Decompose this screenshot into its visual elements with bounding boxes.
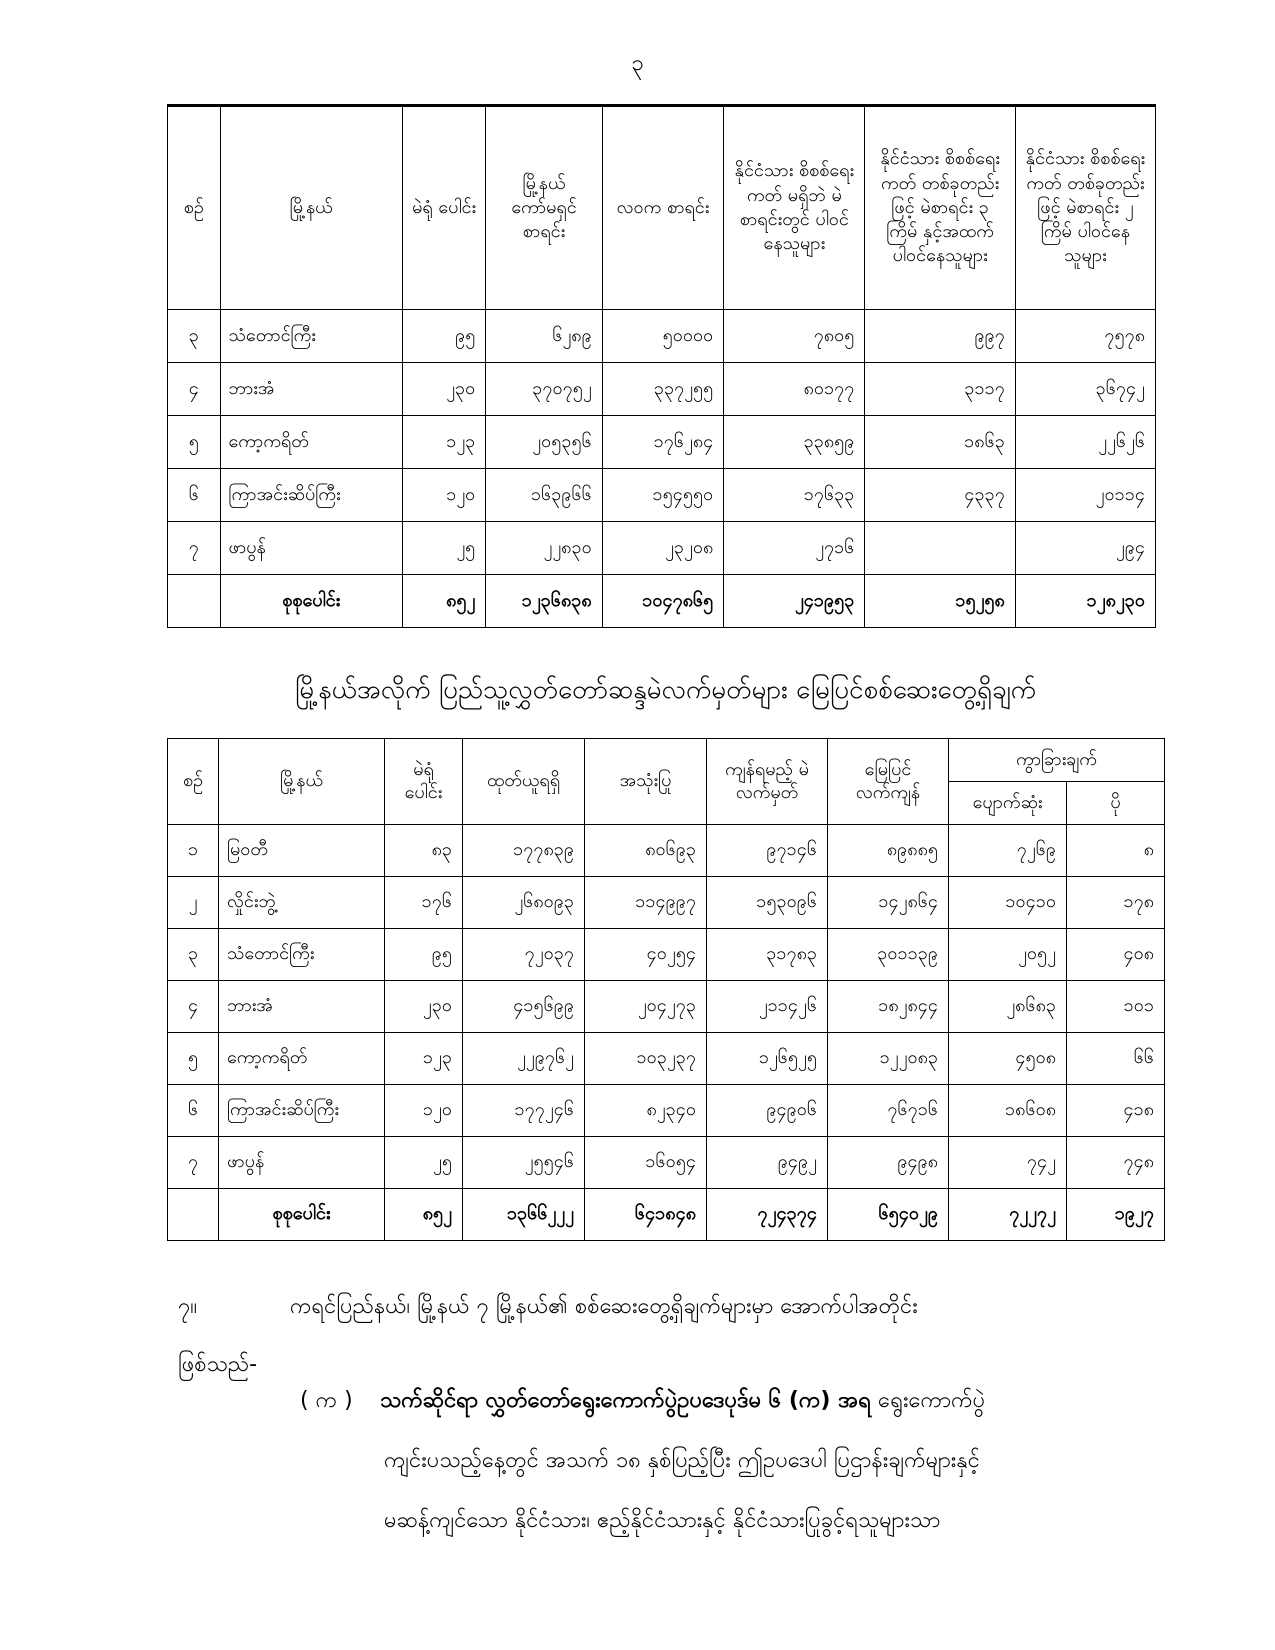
cell-value: ၁၂၀	[402, 469, 485, 522]
cell-empty	[168, 575, 221, 628]
cell-value: ၅၀၀၀၀	[602, 310, 724, 363]
table-row	[168, 310, 1156, 363]
cell-value: ၈	[1067, 825, 1165, 877]
sub-clause-a	[300, 1372, 1170, 1430]
table-row	[168, 416, 1156, 469]
paragraph-number: ၇။	[178, 1294, 198, 1319]
total-value: ၈၅၂	[402, 575, 485, 628]
table-row	[168, 877, 1165, 929]
cell-value: ၁၇၆၂၈၄	[602, 416, 724, 469]
cell-value: ၂၆၈၀၉၃	[463, 877, 585, 929]
cell-value: ၂၂၈၃၀	[486, 522, 602, 575]
cell-value: ၃၆၇၄၂	[1015, 363, 1155, 416]
cell-township: ဘားအံ	[219, 981, 385, 1033]
voter-list-table	[167, 104, 1156, 628]
cell-value: ၄၀၂၅၄	[585, 929, 707, 981]
total-value: ၇၂၂၇၂	[949, 1189, 1067, 1241]
paragraph-7-continuation: ဖြစ်သည်-	[178, 1352, 258, 1377]
total-value: ၁၂၃၆၈၃၈	[486, 575, 602, 628]
cell-value: ၂၃၂၀၈	[602, 522, 724, 575]
header-difference: ကွာခြားချက်	[949, 739, 1165, 782]
cell-value: ၉၇၁၄၆	[707, 825, 828, 877]
paragraph-7	[178, 1278, 1168, 1336]
sub-clause-line: မဆန့်ကျင်သော နိုင်ငံသား၊ ဧည့်နိုင်ငံသားနှင့် နိုင်ငံသားပြုခွင့်ရသူများသာ	[384, 1508, 941, 1533]
cell-value: ၁၆၃၉၆၆	[486, 469, 602, 522]
total-label: စုစုပေါင်း	[220, 575, 402, 628]
cell-value: ၁၂၆၅၂၅	[707, 1033, 828, 1085]
header-issued: ထုတ်ယူရရှိ	[463, 739, 585, 825]
cell-value: ၃၇၀၇၅၂	[486, 363, 602, 416]
cell-township: ကြာအင်းဆိပ်ကြီး	[219, 1085, 385, 1137]
section-title: မြို့နယ်အလိုက် ပြည်သူ့လွှတ်တော်ဆန္ဒမဲလက်မှတ်များ မြေပြင်စစ်ဆေးတွေ့ရှိချက်	[294, 675, 1037, 705]
cell-value: ၈၀၁၇၇	[724, 363, 865, 416]
cell-township: မြဝတီ	[219, 825, 385, 877]
total-value: ၇၂၄၃၇၄	[707, 1189, 828, 1241]
header-missing: ပျောက်ဆုံး	[949, 782, 1067, 825]
paragraph-text: ကရင်ပြည်နယ်၊ မြို့နယ် ၇ မြို့နယ်၏ စစ်ဆေးတွေ့ရှိချက်များမှာ အောက်ပါအတိုင်း	[290, 1294, 918, 1319]
total-row	[168, 575, 1156, 628]
total-value: ၆၅၄၀၂၉	[828, 1189, 949, 1241]
header-three-times: နိုင်ငံသား စိစစ်ရေးကတ် တစ်ခုတည်းဖြင့် မဲစာရင်း ၃ ကြိမ် နှင့်အထက် ပါဝင်နေသူများ	[865, 106, 1015, 310]
cell-township: ကော့ကရိတ်	[219, 1033, 385, 1085]
cell-no: ၇	[168, 1137, 219, 1189]
header-two-times: နိုင်ငံသား စိစစ်ရေးကတ် တစ်ခုတည်းဖြင့် မဲစာရင်း ၂ ကြိမ် ပါဝင်နေသူများ	[1015, 106, 1155, 310]
cell-value: ၁၂၃	[385, 1033, 463, 1085]
header-polling-stations: မဲရုံ ပေါင်း	[385, 739, 463, 825]
header-no-card: နိုင်ငံသား စိစစ်ရေးကတ် မရှိဘဲ မဲစာရင်းတွင် ပါဝင်နေသူများ	[724, 106, 865, 310]
cell-value: ၄၀၈	[1067, 929, 1165, 981]
cell-value: ၁၅၃၀၉၆	[707, 877, 828, 929]
page-number: ၃	[631, 51, 644, 76]
cell-value: ၁၀၁	[1067, 981, 1165, 1033]
cell-no: ၆	[168, 469, 221, 522]
cell-no: ၃	[168, 929, 219, 981]
cell-value: ၂၅	[402, 522, 485, 575]
cell-no: ၄	[168, 981, 219, 1033]
cell-township: ဖာပွန်	[220, 522, 402, 575]
header-commission-list: မြို့နယ် ကော်မရှင် စာရင်း	[486, 106, 602, 310]
cell-value: ၇၂၆၉	[949, 825, 1067, 877]
cell-value: ၂၁၁၄၂၆	[707, 981, 828, 1033]
table-row	[168, 1137, 1165, 1189]
cell-value: ၃၁၁၇	[865, 363, 1015, 416]
cell-no: ၂	[168, 877, 219, 929]
cell-no: ၄	[168, 363, 221, 416]
table-row	[168, 469, 1156, 522]
cell-value: ၂၈၆၈၃	[949, 981, 1067, 1033]
total-value: ၁၂၈၂၃၀	[1015, 575, 1155, 628]
total-label: စုစုပေါင်း	[219, 1189, 385, 1241]
cell-value: ၃၃၇၂၅၅	[602, 363, 724, 416]
table-row	[168, 929, 1165, 981]
cell-no: ၆	[168, 1085, 219, 1137]
cell-value: ၇၄၂	[949, 1137, 1067, 1189]
cell-value: ၈၉၈၈၅	[828, 825, 949, 877]
cell-value: ၈၂၃၄၀	[585, 1085, 707, 1137]
cell-value: ၁၂၀	[385, 1085, 463, 1137]
total-value: ၁၅၂၅၈	[865, 575, 1015, 628]
cell-value: ၁၈၂၈၄၄	[828, 981, 949, 1033]
cell-township: ကြာအင်းဆိပ်ကြီး	[220, 469, 402, 522]
cell-value: ၉၅	[402, 310, 485, 363]
cell-value: ၁၀၄၁၀	[949, 877, 1067, 929]
table-row	[168, 825, 1165, 877]
cell-no: ၁	[168, 825, 219, 877]
table-row	[168, 1033, 1165, 1085]
cell-value: ၁၇၇၈၃၉	[463, 825, 585, 877]
cell-value: ၇၈၀၅	[724, 310, 865, 363]
header-no: စဉ်	[168, 739, 219, 825]
header-extra: ပို	[1067, 782, 1165, 825]
cell-value: ၁၂၂၀၈၃	[828, 1033, 949, 1085]
cell-value: ၂၀၅၃၅၆	[486, 416, 602, 469]
ballot-check-table	[167, 738, 1165, 1241]
cell-value: ၁၈၆၀၈	[949, 1085, 1067, 1137]
cell-township: သံတောင်ကြီး	[220, 310, 402, 363]
total-value: ၈၅၂	[385, 1189, 463, 1241]
cell-value: ၁၆၀၅၄	[585, 1137, 707, 1189]
cell-value: ၉၉၇	[865, 310, 1015, 363]
cell-value: ၁၁၄၉၉၇	[585, 877, 707, 929]
cell-value: ၄၅၀၈	[949, 1033, 1067, 1085]
cell-value: ၃၃၈၅၉	[724, 416, 865, 469]
cell-no: ၃	[168, 310, 221, 363]
cell-no: ၅	[168, 416, 221, 469]
total-value: ၆၄၁၈၄၈	[585, 1189, 707, 1241]
cell-value: ၁၂၃	[402, 416, 485, 469]
cell-value: ၆၂၈၉	[486, 310, 602, 363]
header-township: မြို့နယ်	[220, 106, 402, 310]
header-ground-remaining: မြေပြင် လက်ကျန်	[828, 739, 949, 825]
header-remaining: ကျန်ရမည့် မဲလက်မှတ်	[707, 739, 828, 825]
cell-value: ၁၅၄၅၅၀	[602, 469, 724, 522]
cell-value: ၂၉၄	[1015, 522, 1155, 575]
header-used: အသုံးပြု	[585, 739, 707, 825]
total-value: ၁၉၂၇	[1067, 1189, 1165, 1241]
table-row	[168, 363, 1156, 416]
cell-value: ၂၀၁၁၄	[1015, 469, 1155, 522]
cell-value: ၂၀၅၂	[949, 929, 1067, 981]
table-row	[168, 522, 1156, 575]
table-row	[168, 981, 1165, 1033]
cell-value: ၂၅၅၄၆	[463, 1137, 585, 1189]
cell-value: ၉၄၉၀၆	[707, 1085, 828, 1137]
total-value: ၁၃၆၆၂၂၂	[463, 1189, 585, 1241]
cell-township: ကော့ကရိတ်	[220, 416, 402, 469]
total-value: ၁၀၄၇၈၆၅	[602, 575, 724, 628]
cell-value: ၇၅၇၈	[1015, 310, 1155, 363]
cell-value: ၂၃၀	[385, 981, 463, 1033]
cell-value: ၃၀၁၁၃၉	[828, 929, 949, 981]
cell-value: ၁၈၆၃	[865, 416, 1015, 469]
table-row	[168, 1085, 1165, 1137]
cell-no: ၇	[168, 522, 221, 575]
cell-township: ဘားအံ	[220, 363, 402, 416]
sub-clause-text: ရွေးကောက်ပွဲ	[870, 1388, 986, 1413]
cell-value: ၇၂၀၃၇	[463, 929, 585, 981]
cell-value: ၈၃	[385, 825, 463, 877]
cell-township: လှိုင်းဘွဲ့	[219, 877, 385, 929]
table-header-row	[168, 739, 1165, 782]
cell-value: ၇၄၈	[1067, 1137, 1165, 1189]
table-header-row	[168, 106, 1156, 310]
sub-clause-line: ကျင်းပသည့်နေ့တွင် အသက် ၁၈ နှစ်ပြည့်ပြီး ဤဥပဒေပါ ပြဌာန်းချက်များနှင့်	[384, 1448, 980, 1473]
cell-township: ဖာပွန်	[219, 1137, 385, 1189]
cell-value: ၁၇၆	[385, 877, 463, 929]
total-row	[168, 1189, 1165, 1241]
cell-value: ၂၃၀	[402, 363, 485, 416]
header-no: စဉ်	[168, 106, 221, 310]
cell-value: ၂၂၉၇၆၂	[463, 1033, 585, 1085]
cell-township: သံတောင်ကြီး	[219, 929, 385, 981]
cell-value	[865, 522, 1015, 575]
cell-value: ၁၇၈	[1067, 877, 1165, 929]
cell-value: ၁၄၂၈၆၄	[828, 877, 949, 929]
cell-value: ၆၆	[1067, 1033, 1165, 1085]
total-value: ၂၄၁၉၅၃	[724, 575, 865, 628]
cell-value: ၄၃၃၇	[865, 469, 1015, 522]
header-polling-stations: မဲရုံ ပေါင်း	[402, 106, 485, 310]
cell-value: ၂၇၁၆	[724, 522, 865, 575]
cell-value: ၉၄၉၂	[707, 1137, 828, 1189]
cell-no: ၅	[168, 1033, 219, 1085]
header-immigration-list: လဝက စာရင်း	[602, 106, 724, 310]
cell-value: ၂၅	[385, 1137, 463, 1189]
cell-value: ၉၄၉၈	[828, 1137, 949, 1189]
cell-value: ၁၇၇၂၄၆	[463, 1085, 585, 1137]
sub-clause-lead: သက်ဆိုင်ရာ လွှတ်တော်ရွေးကောက်ပွဲဥပဒေပုဒ်မ ၆ (က) အရ	[380, 1388, 871, 1413]
cell-value: ၂၀၄၂၇၃	[585, 981, 707, 1033]
cell-empty	[168, 1189, 219, 1241]
cell-value: ၄၁၈	[1067, 1085, 1165, 1137]
cell-value: ၁၀၃၂၃၇	[585, 1033, 707, 1085]
sub-clause-label: ( က )	[300, 1388, 353, 1413]
cell-value: ၉၅	[385, 929, 463, 981]
cell-value: ၄၁၅၆၉၉	[463, 981, 585, 1033]
header-township: မြို့နယ်	[219, 739, 385, 825]
cell-value: ၈၀၆၉၃	[585, 825, 707, 877]
cell-value: ၇၆၇၁၆	[828, 1085, 949, 1137]
cell-value: ၃၁၇၈၃	[707, 929, 828, 981]
cell-value: ၁၇၆၃၃	[724, 469, 865, 522]
cell-value: ၂၂၆၂၆	[1015, 416, 1155, 469]
